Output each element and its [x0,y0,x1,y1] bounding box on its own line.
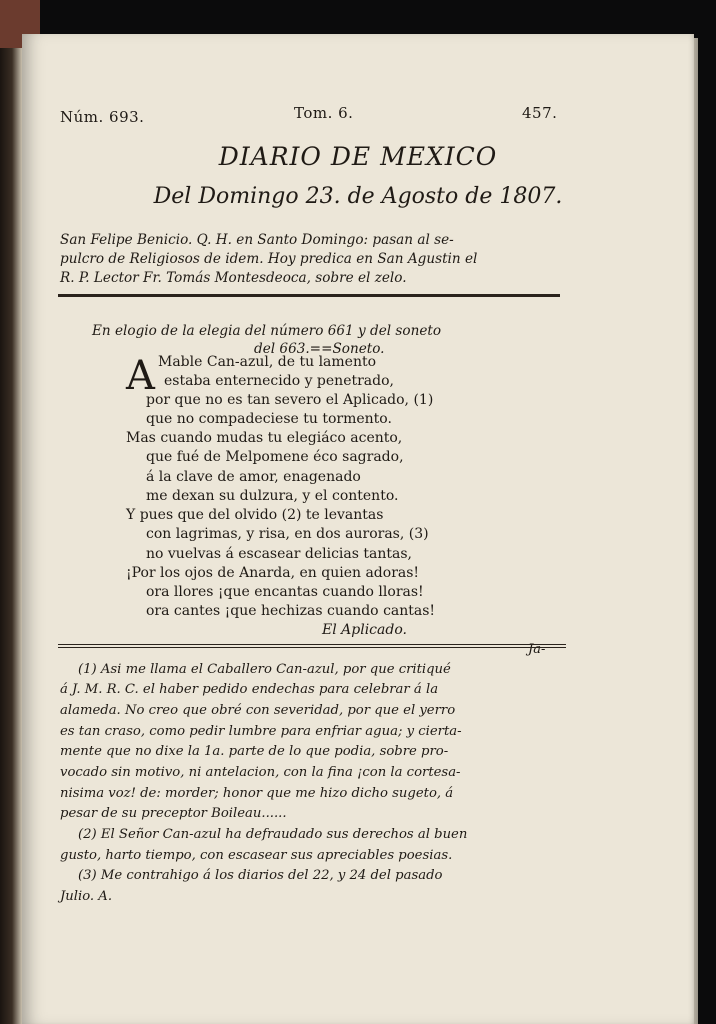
poem-signature: El Aplicado. [322,622,407,638]
tome-number: Tom. 6. [294,104,354,122]
footnote-line: es tan craso, como pedir lumbre para enfriar agua; y cierta- [60,724,462,739]
footnote-line: á J. M. R. C. el haber pedido endechas para celebrar á la [60,682,439,697]
verse-line: me dexan su dulzura, y el contento. [146,488,399,504]
footnote-line: mente que no dixe la 1a. parte de lo que podia, sobre pro- [60,744,449,759]
footnote-line: pesar de su preceptor Boileau...... [60,806,287,821]
footnote-line: (3) Me contrahigo á los diarios del 22, y 24 del pasado [78,868,443,883]
verse-line: estaba enternecido y penetrado, [164,373,394,389]
verse-line: no vuelvas á escasear delicias tantas, [146,546,412,562]
intro-line: R. P. Lector Fr. Tomás Montesdeoca, sobre el zelo. [60,270,407,286]
verse-line: ¡Por los ojos de Anarda, en quien adoras! [126,565,420,581]
poem-heading: En elogio de la elegia del número 661 y del soneto [92,323,442,339]
verse-line: ora llores ¡que encantas cuando lloras! [146,584,424,600]
section-rule [58,294,560,297]
drop-cap: A [126,353,155,399]
footnote-line: Julio. A. [60,889,113,904]
verse-line: por que no es tan severo el Aplicado, (1) [146,392,434,408]
issue-date: Del Domingo 23. de Agosto de 1807. [153,184,563,209]
page-number: 457. [522,104,558,122]
verse-line: Mable Can-azul, de tu lamento [158,354,377,370]
footnote-line: vocado sin motivo, ni antelacion, con la fina ¡con la cortesa- [60,765,461,780]
footnote-line: alameda. No creo que obré con severidad, por que el yerro [60,703,456,718]
footnote-line: (1) Asi me llama el Caballero Can-azul, por que critiqué [78,662,451,677]
verse-line: ora cantes ¡que hechizas cuando cantas! [146,603,436,619]
issue-number: Núm. 693. [60,108,145,126]
intro-line: San Felipe Benicio. Q. H. en Santo Domingo: pasan al se- [60,232,454,248]
footnote-line: gusto, harto tiempo, con escasear sus apreciables poesias. [60,848,453,863]
footnote-line: nisima voz! de: morder; honor que me hizo dicho sugeto, á [60,786,454,801]
verse-line: Y pues que del olvido (2) te levantas [126,507,384,523]
poem-heading: del 663.==Soneto. [254,341,385,357]
footnote-rule [58,644,566,648]
footnote-line: (2) El Señor Can-azul ha defraudado sus derechos al buen [78,827,468,842]
verse-line: que fué de Melpomene éco sagrado, [146,449,404,465]
catchword: Ja- [528,642,546,657]
newspaper-title: DIARIO DE MEXICO [218,142,498,171]
newspaper-page [22,34,694,1024]
verse-line: á la clave de amor, enagenado [146,469,361,485]
verse-line: que no compadeciese tu tormento. [146,411,392,427]
verse-line: Mas cuando mudas tu elegiáco acento, [126,430,403,446]
intro-line: pulcro de Religiosos de idem. Hoy predica en San Agustin el [60,251,478,267]
verse-line: con lagrimas, y risa, en dos auroras, (3) [146,526,429,542]
